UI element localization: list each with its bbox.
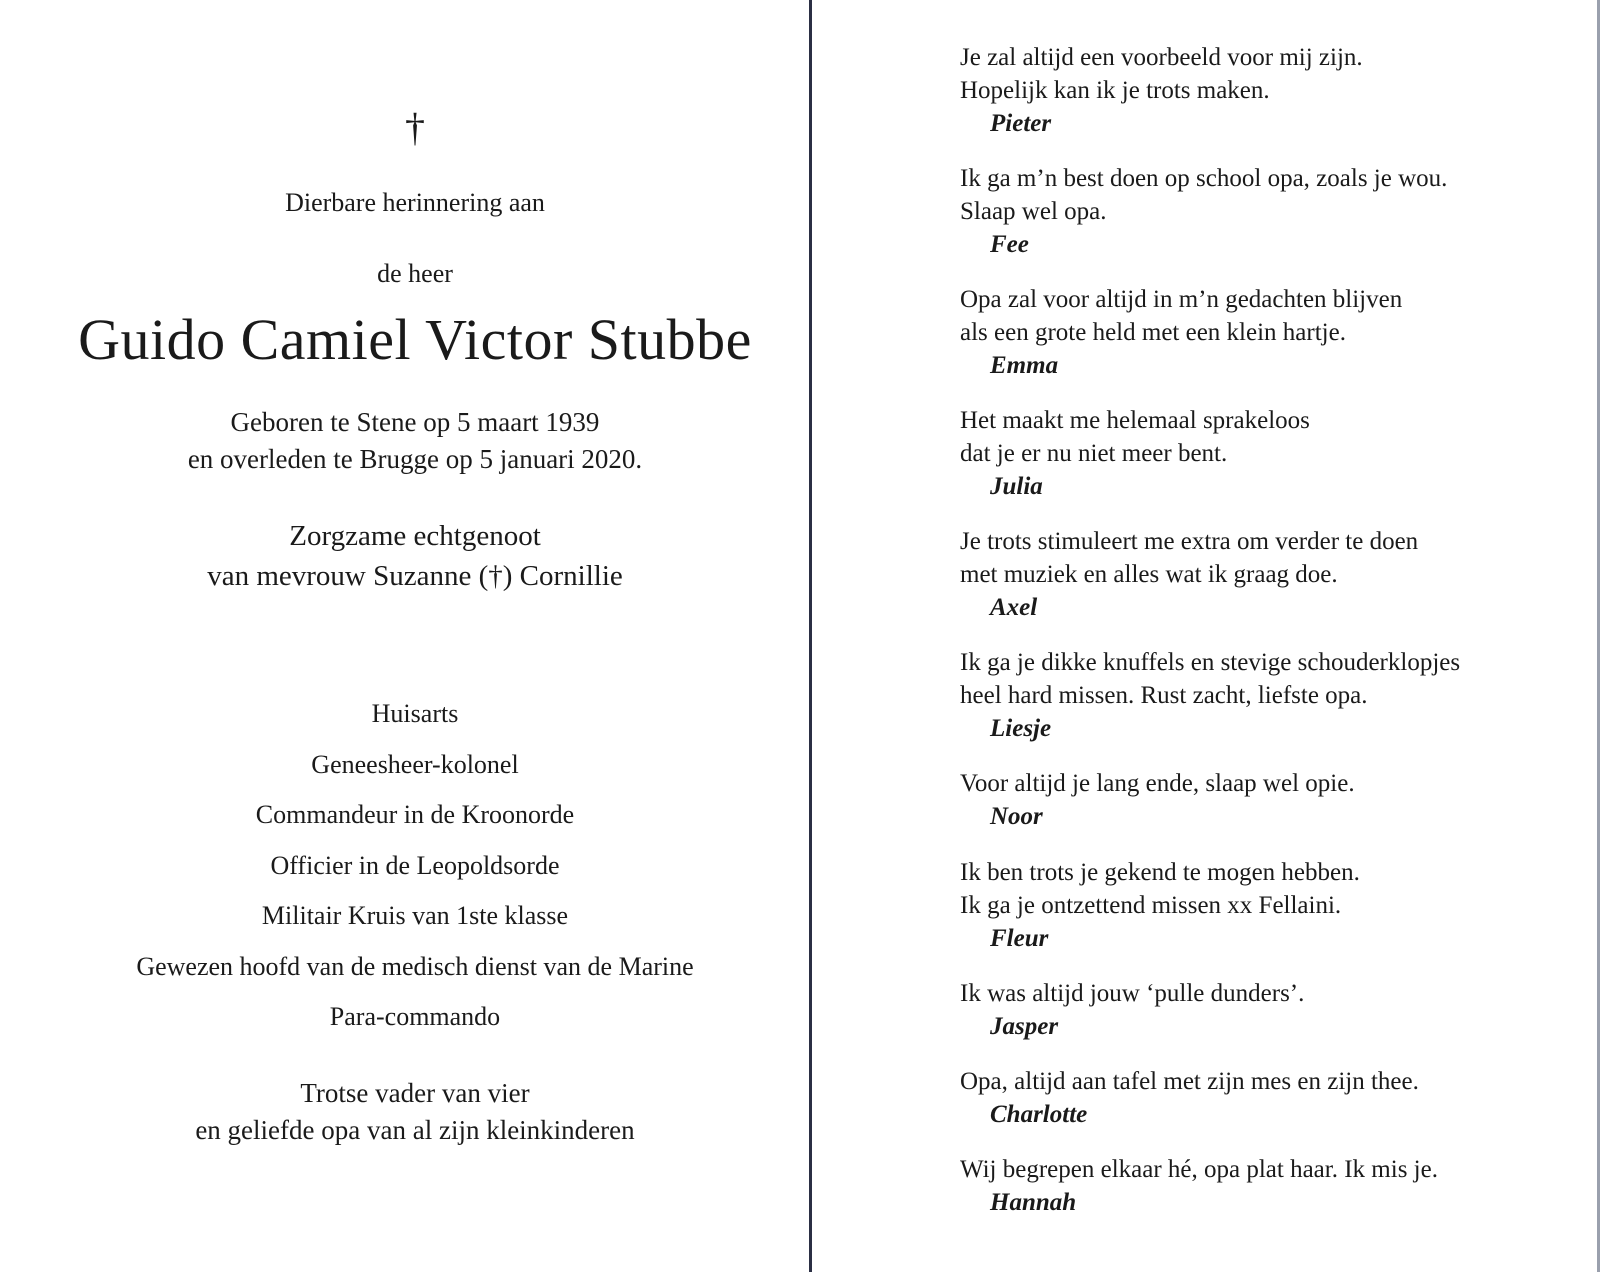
- message-signature: Hannah: [990, 1189, 1077, 1216]
- message-line: Wij begrepen elkaar hé, opa plat haar. Ik mis je.: [960, 1156, 1438, 1183]
- title-item: Gewezen hoofd van de medisch dienst van de Marine: [136, 951, 694, 981]
- title-item: Huisarts: [371, 699, 459, 728]
- grandchildren-messages-panel: [960, 0, 1580, 1272]
- titles-list: [0, 697, 830, 1051]
- message-line: Hopelijk kan ik je trots maken.: [960, 77, 1270, 104]
- message-block: [960, 1153, 1580, 1219]
- message-signature: Fleur: [990, 925, 1049, 952]
- spouse-line-1: Zorgzame echtgenoot: [289, 520, 541, 552]
- message-block: [960, 404, 1580, 503]
- message-block: [960, 977, 1580, 1043]
- message-block: [960, 162, 1580, 261]
- birth-death-details: [0, 404, 830, 478]
- message-block: [960, 283, 1580, 382]
- message-block: [960, 525, 1580, 624]
- spouse-line-2: van mevrouw Suzanne (†) Cornillie: [207, 560, 623, 592]
- message-line: Ik ga m’n best doen op school opa, zoals je wou.: [960, 165, 1448, 192]
- message-line: Ik ga je dikke knuffels en stevige schouderklopjes: [960, 649, 1461, 676]
- message-signature: Fee: [990, 231, 1029, 258]
- message-line: Slaap wel opa.: [960, 198, 1107, 225]
- title-item: Militair Kruis van 1ste klasse: [261, 901, 569, 930]
- closing-line-2: en geliefde opa van al zijn kleinkinderen: [195, 1115, 635, 1145]
- message-line: dat je er nu niet meer bent.: [960, 440, 1228, 467]
- message-signature: Jasper: [990, 1013, 1059, 1040]
- message-line: Opa, altijd aan tafel met zijn mes en zijn thee.: [960, 1068, 1419, 1095]
- closing-text: [0, 1075, 830, 1149]
- message-block: [960, 767, 1580, 833]
- title-item: Para-commando: [329, 1002, 501, 1031]
- message-line: Ik ga je ontzettend missen xx Fellaini.: [960, 892, 1342, 919]
- deceased-name: Guido Camiel Victor Stubbe: [78, 307, 752, 372]
- message-line: Ik was altijd jouw ‘pulle dunders’.: [960, 980, 1305, 1007]
- message-block: [960, 41, 1580, 140]
- message-line: Het maakt me helemaal sprakeloos: [960, 407, 1310, 434]
- intro-text: Dierbare herinnering aan: [285, 188, 545, 217]
- death-line: en overleden te Brugge op 5 januari 2020.: [187, 444, 643, 474]
- message-signature: Charlotte: [990, 1101, 1088, 1128]
- message-signature: Julia: [990, 473, 1043, 500]
- message-signature: Liesje: [990, 715, 1052, 742]
- birth-line: Geboren te Stene op 5 maart 1939: [230, 407, 600, 437]
- message-signature: Emma: [990, 352, 1059, 379]
- message-line: Je trots stimuleert me extra om verder te doen: [960, 528, 1419, 555]
- honorific: de heer: [377, 259, 453, 288]
- title-item: Geneesheer-kolonel: [311, 749, 519, 779]
- message-signature: Pieter: [990, 110, 1052, 137]
- message-block: [960, 1065, 1580, 1131]
- message-line: Voor altijd je lang ende, slaap wel opie.: [960, 770, 1355, 797]
- closing-line-1: Trotse vader van vier: [300, 1078, 530, 1108]
- title-item: Commandeur in de Kroonorde: [255, 800, 575, 829]
- message-line: heel hard missen. Rust zacht, liefste opa.: [960, 682, 1368, 709]
- message-block: [960, 856, 1580, 955]
- message-line: met muziek en alles wat ik graag doe.: [960, 561, 1338, 588]
- message-line: Opa zal voor altijd in m’n gedachten blijven: [960, 286, 1403, 313]
- title-item: Officier in de Leopoldsorde: [270, 850, 560, 880]
- cross-icon: †: [405, 105, 425, 150]
- message-block: [960, 646, 1580, 745]
- message-line: Je zal altijd een voorbeeld voor mij zijn.: [960, 44, 1363, 71]
- message-line: Ik ben trots je gekend te mogen hebben.: [960, 859, 1360, 886]
- message-line: als een grote held met een klein hartje.: [960, 319, 1346, 346]
- message-signature: Axel: [990, 594, 1038, 621]
- spouse-details: [0, 516, 830, 596]
- fold-divider: [809, 0, 812, 1272]
- message-signature: Noor: [990, 803, 1043, 830]
